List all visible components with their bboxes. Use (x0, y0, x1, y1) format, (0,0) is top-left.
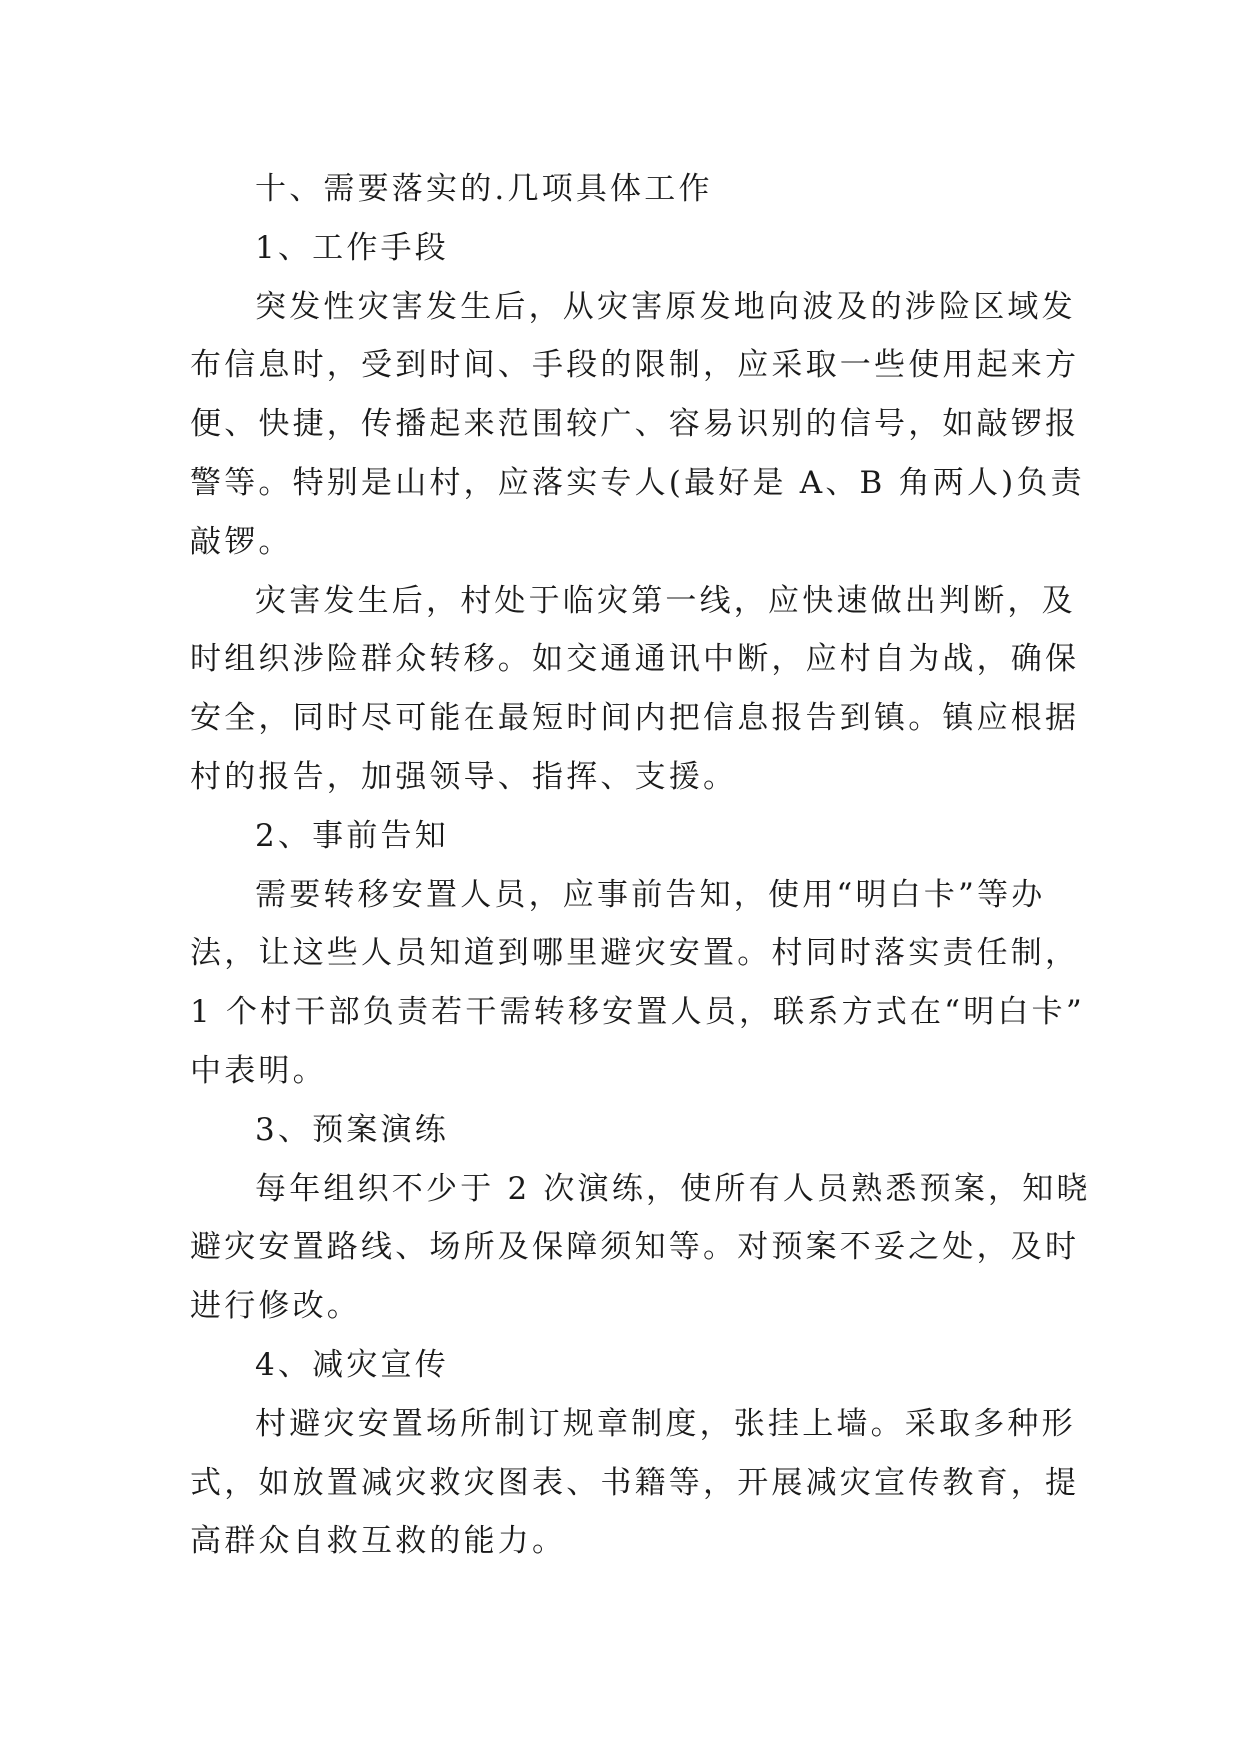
document-page (190, 160, 1091, 1571)
paragraph-line: 布信息时，受到时间、手段的限制，应采取一些使用起来方 (190, 347, 1080, 384)
paragraph-line: 村的报告，加强领导、指挥、支援。 (190, 758, 738, 795)
subsection-heading: 2、事前告知 (255, 817, 449, 854)
subsection-heading: 1、工作手段 (255, 229, 449, 266)
paragraph-line: 高群众自救互救的能力。 (190, 1523, 567, 1560)
paragraph-line: 敲锣。 (190, 523, 293, 560)
paragraph-line: 避灾安置路线、场所及保障须知等。对预案不妥之处，及时 (190, 1229, 1080, 1266)
paragraph-line: 每年组织不少于 2 次演练，使所有人员熟悉预案，知晓 (255, 1170, 1091, 1207)
paragraph-line: 进行修改。 (190, 1288, 361, 1325)
paragraph-line: 法，让这些人员知道到哪里避灾安置。村同时落实责任制， (190, 935, 1080, 972)
paragraph-line: 村避灾安置场所制订规章制度，张挂上墙。采取多种形 (255, 1405, 1076, 1442)
paragraph-line: 警等。特别是山村，应落实专人(最好是 A、B 角两人)负责 (190, 464, 1085, 501)
section-heading: 十、需要落实的.几项具体工作 (255, 171, 713, 207)
paragraph-line: 便、快捷，传播起来范围较广、容易识别的信号，如敲锣报 (190, 406, 1080, 443)
paragraph-line: 灾害发生后，村处于临灾第一线，应快速做出判断，及 (255, 582, 1076, 619)
paragraph-line: 式，如放置减灾救灾图表、书籍等，开展减灾宣传教育，提 (190, 1464, 1080, 1501)
subsection-heading: 3、预案演练 (255, 1111, 449, 1148)
subsection-heading: 4、减灾宣传 (255, 1346, 449, 1383)
paragraph-line: 安全，同时尽可能在最短时间内把信息报告到镇。镇应根据 (190, 700, 1080, 737)
paragraph-line: 时组织涉险群众转移。如交通通讯中断，应村自为战，确保 (190, 641, 1080, 678)
paragraph-line: 中表明。 (190, 1052, 327, 1089)
paragraph-line: 1 个村干部负责若干需转移安置人员，联系方式在“明白卡” (190, 994, 1085, 1031)
paragraph-line: 需要转移安置人员，应事前告知，使用“明白卡”等办 (255, 876, 1046, 913)
paragraph-line: 突发性灾害发生后，从灾害原发地向波及的涉险区域发 (255, 288, 1076, 325)
